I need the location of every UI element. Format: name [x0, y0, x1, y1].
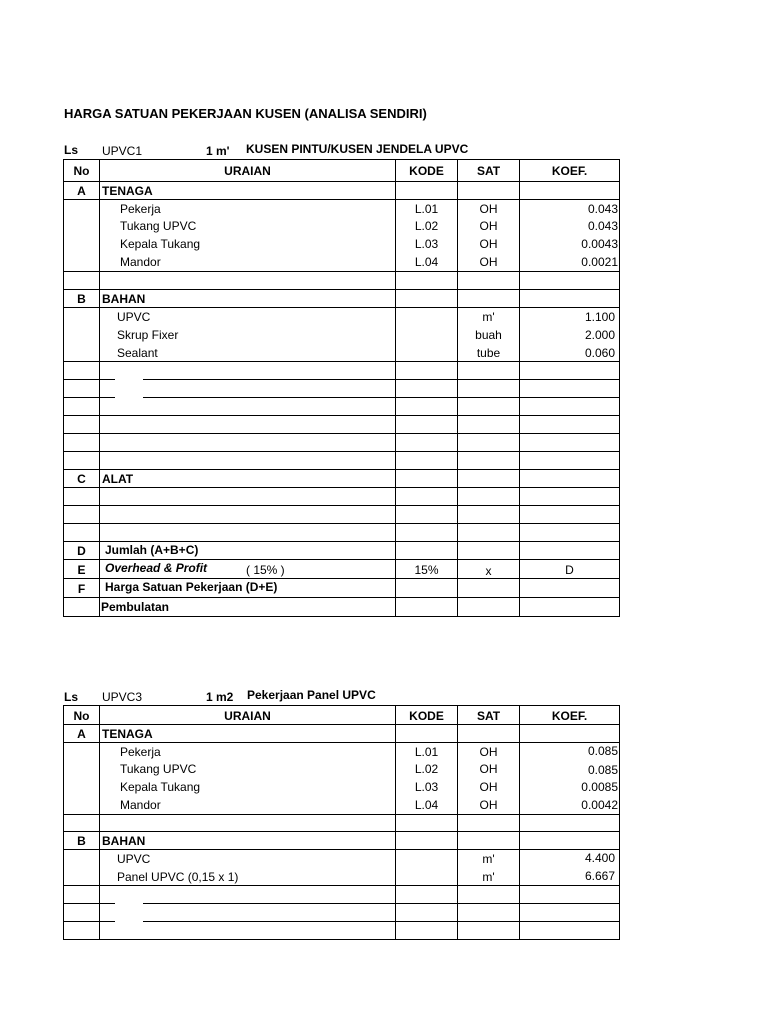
table2-tenaga-kode: L.04 — [414, 798, 439, 812]
table2-header-kode: KODE — [409, 709, 444, 723]
table1-tenaga-kode: L.02 — [414, 219, 439, 233]
table2-header-sat: SAT — [476, 709, 501, 723]
table1-tenaga-row: Kepala Tukang — [120, 237, 201, 251]
table2-section-a-no: A — [77, 727, 86, 741]
table2-tenaga-koef: 0.085 — [587, 763, 618, 777]
table1-prefix: Ls — [64, 143, 79, 157]
table2-bahan-sat: m' — [482, 852, 495, 866]
table2-tenaga-sat: OH — [479, 762, 498, 776]
table1-bahan-row: Sealant — [117, 346, 158, 360]
table1-section-a-label: TENAGA — [102, 184, 153, 198]
table2-section-a-label: TENAGA — [102, 727, 153, 741]
table1-section-d-no: D — [77, 544, 86, 558]
table2-tenaga-kode: L.02 — [414, 762, 439, 776]
table1-bahan-sat: buah — [475, 328, 502, 342]
table1-tenaga-koef: 0.043 — [587, 219, 618, 233]
table2-bahan-koef: 4.400 — [584, 851, 615, 865]
table1-overhead-koef: D — [565, 563, 574, 577]
table2-tenaga-row: Tukang UPVC — [120, 762, 197, 776]
table2-bahan-row: Panel UPVC (0,15 x 1) — [117, 870, 239, 884]
table1-tenaga-kode: L.04 — [414, 255, 439, 269]
table1-section-f-label: Harga Satuan Pekerjaan (D+E) — [105, 580, 278, 594]
table1-tenaga-koef: 0.0021 — [581, 255, 618, 269]
table2-tenaga-koef: 0.0042 — [581, 798, 618, 812]
table1-section-e-label: Overhead & Profit — [105, 561, 208, 575]
table2-header-no: No — [73, 709, 90, 723]
table1-section-c-no: C — [77, 472, 86, 486]
table1-code: UPVC1 — [102, 144, 143, 158]
table2-unit: 1 m2 — [206, 690, 234, 704]
table2-tenaga-koef: 0.085 — [587, 744, 618, 758]
table1-header-sat: SAT — [476, 164, 501, 178]
table1-bahan-sat: m' — [482, 310, 495, 324]
table2-tenaga-sat: OH — [479, 798, 498, 812]
table2-bahan-row: UPVC — [117, 852, 151, 866]
table1-header-koef: KOEF. — [551, 164, 588, 178]
table1-tenaga-row: Mandor — [120, 255, 161, 269]
table2-tenaga-kode: L.01 — [414, 745, 439, 759]
table2-code: UPVC3 — [102, 690, 143, 704]
table1-tenaga-sat: OH — [479, 202, 498, 216]
table2-description: Pekerjaan Panel UPVC — [247, 688, 376, 702]
table2-tenaga-kode: L.03 — [414, 780, 439, 794]
table1-tenaga-sat: OH — [479, 219, 498, 233]
table1-description: KUSEN PINTU/KUSEN JENDELA UPVC — [246, 142, 469, 156]
table2-tenaga-row: Mandor — [120, 798, 161, 812]
table2-tenaga-sat: OH — [479, 780, 498, 794]
table1-unit: 1 m' — [206, 144, 230, 158]
table2-tenaga-row: Kepala Tukang — [120, 780, 201, 794]
table1-section-b-label: BAHAN — [102, 292, 146, 306]
table1-tenaga-kode: L.03 — [414, 237, 439, 251]
table1-section-d-label: Jumlah (A+B+C) — [105, 543, 199, 557]
table1-overhead-sat: x — [485, 564, 492, 578]
table2-header-koef: KOEF. — [551, 709, 588, 723]
table1-bahan-koef: 1.100 — [584, 310, 615, 324]
table1-section-f-no: F — [77, 582, 86, 596]
table1-section-a-no: A — [77, 184, 86, 198]
table2-prefix: Ls — [64, 690, 79, 704]
table1-tenaga-sat: OH — [479, 255, 498, 269]
table1-header-uraian: URAIAN — [224, 164, 271, 178]
table2-header-uraian: URAIAN — [224, 709, 271, 723]
table1-section-c-label: ALAT — [102, 472, 134, 486]
table2-section-b-label: BAHAN — [102, 834, 146, 848]
table2-tenaga-row: Pekerja — [120, 745, 161, 759]
table1-header-no: No — [73, 164, 90, 178]
table1-tenaga-sat: OH — [479, 237, 498, 251]
table1-header-kode: KODE — [409, 164, 444, 178]
table1-overhead-percent: ( 15% ) — [246, 563, 285, 577]
table1-bahan-koef: 0.060 — [584, 346, 615, 360]
table1-bahan-row: Skrup Fixer — [117, 328, 179, 342]
table1-tenaga-koef: 0.043 — [587, 202, 618, 216]
table1-bahan-sat: tube — [476, 346, 501, 360]
table1-overhead-kode: 15% — [414, 563, 439, 577]
table2-tenaga-sat: OH — [479, 745, 498, 759]
table2-bahan-sat: m' — [482, 870, 495, 884]
table2-section-b-no: B — [77, 834, 86, 848]
page-title: HARGA SATUAN PEKERJAAN KUSEN (ANALISA SENDIRI) — [64, 106, 427, 121]
table1-section-e-no: E — [77, 563, 86, 577]
table1-tenaga-row: Tukang UPVC — [120, 219, 197, 233]
table1-bahan-koef: 2.000 — [584, 328, 615, 342]
table1-tenaga-row: Pekerja — [120, 202, 161, 216]
table2-bahan-koef: 6.667 — [584, 869, 615, 883]
table2-tenaga-koef: 0.0085 — [581, 780, 618, 794]
table1-tenaga-kode: L.01 — [414, 202, 439, 216]
table1-section-b-no: B — [77, 292, 86, 306]
table1-tenaga-koef: 0.0043 — [581, 237, 618, 251]
table1-pembulatan-label: Pembulatan — [101, 600, 170, 614]
table1-bahan-row: UPVC — [117, 310, 151, 324]
